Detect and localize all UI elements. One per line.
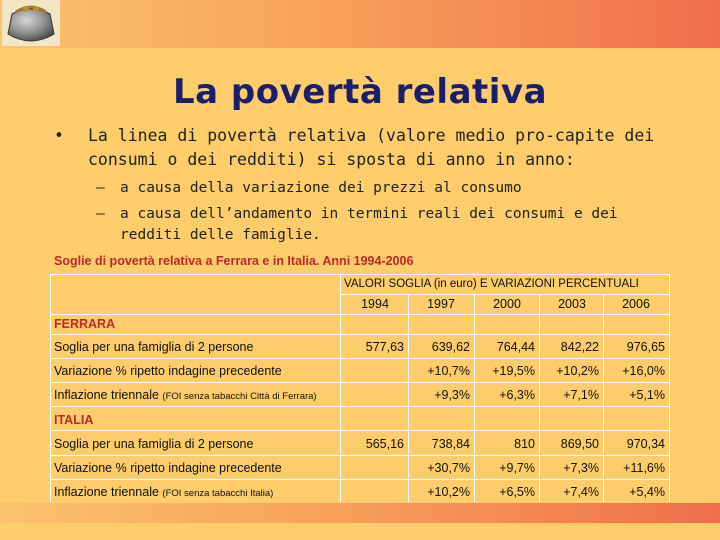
row-label — [54, 388, 317, 402]
slide-title: La povertà relativa — [172, 72, 548, 112]
row-label: Soglia per una famiglia di 2 persone — [54, 340, 254, 354]
section-ferrara: FERRARA — [54, 317, 116, 331]
row-label: Variazione % ripetto indagine precedente — [54, 461, 282, 475]
table-cell: +5,4% — [629, 485, 665, 499]
year-2003: 2003 — [558, 297, 586, 311]
table-cell: +11,6% — [623, 461, 665, 475]
table-cell: +10,2% — [427, 485, 470, 499]
table-cell: +6,3% — [499, 388, 535, 402]
table-cell: +19,5% — [492, 364, 535, 378]
table-cell: +16,0% — [622, 364, 665, 378]
table-cell: 976,65 — [626, 340, 665, 354]
year-1994: 1994 — [361, 297, 389, 311]
table-cell: +6,5% — [499, 485, 535, 499]
table-cell: +7,3% — [563, 461, 599, 475]
row-label-main: Inflazione triennale — [54, 388, 159, 402]
main-bullet-text: La linea di povertà relativa (valore medio pro-capite dei consumi o dei redditi) si sposta di anno in anno: — [88, 126, 655, 169]
coin-purse-icon — [2, 0, 60, 46]
table-cell: 970,34 — [626, 437, 665, 451]
row-label-note: (FOI senza tabacchi Città di Ferrara) — [162, 391, 317, 402]
table-cell: +10,2% — [556, 364, 599, 378]
sub-bullet-1-text: a causa della variazione dei prezzi al consumo — [120, 180, 522, 196]
year-2006: 2006 — [622, 297, 650, 311]
row-label-note: (FOI senza tabacchi Italia) — [162, 488, 274, 499]
table-cell: 764,44 — [496, 340, 535, 354]
dash-icon: – — [96, 206, 105, 222]
table-header: VALORI SOGLIA (in euro) E VARIAZIONI PERCENTUALI — [344, 278, 639, 290]
section-italia: ITALIA — [54, 413, 94, 427]
row-label-main: Inflazione triennale — [54, 485, 159, 499]
year-1997: 1997 — [427, 297, 455, 311]
table-title: Soglie di povertà relativa a Ferrara e in Italia. Anni 1994-2006 — [54, 254, 414, 268]
table-cell: 738,84 — [431, 437, 470, 451]
table-cell: +7,1% — [563, 388, 599, 402]
table-cell: +5,1% — [629, 388, 665, 402]
table-cell: 639,62 — [431, 340, 470, 354]
main-bullet — [54, 124, 662, 172]
year-2000: 2000 — [493, 297, 521, 311]
table-cell: +9,7% — [499, 461, 535, 475]
sub-bullet-2-text: a causa dell’andamento in termini reali dei consumi e dei redditi delle famiglie. — [120, 206, 618, 243]
table-cell: 577,63 — [365, 340, 404, 354]
row-label — [54, 485, 273, 499]
table-cell: +10,7% — [427, 364, 470, 378]
poverty-table — [50, 250, 670, 502]
bullet-dot-icon: • — [54, 126, 64, 145]
top-banner — [0, 0, 720, 48]
table-cell: 565,16 — [365, 437, 404, 451]
row-label: Soglia per una famiglia di 2 persone — [54, 437, 254, 451]
table-cell: +9,3% — [434, 388, 470, 402]
table-cell: 810 — [514, 437, 535, 451]
table-cell: 842,22 — [560, 340, 599, 354]
table-cell: +30,7% — [427, 461, 470, 475]
sub-bullet-2 — [96, 204, 666, 246]
bottom-banner — [0, 503, 720, 523]
dash-icon: – — [96, 180, 105, 196]
sub-bullet-1 — [96, 178, 666, 199]
row-label: Variazione % ripetto indagine precedente — [54, 364, 282, 378]
table-cell: +7,4% — [563, 485, 599, 499]
table-cell: 869,50 — [560, 437, 599, 451]
